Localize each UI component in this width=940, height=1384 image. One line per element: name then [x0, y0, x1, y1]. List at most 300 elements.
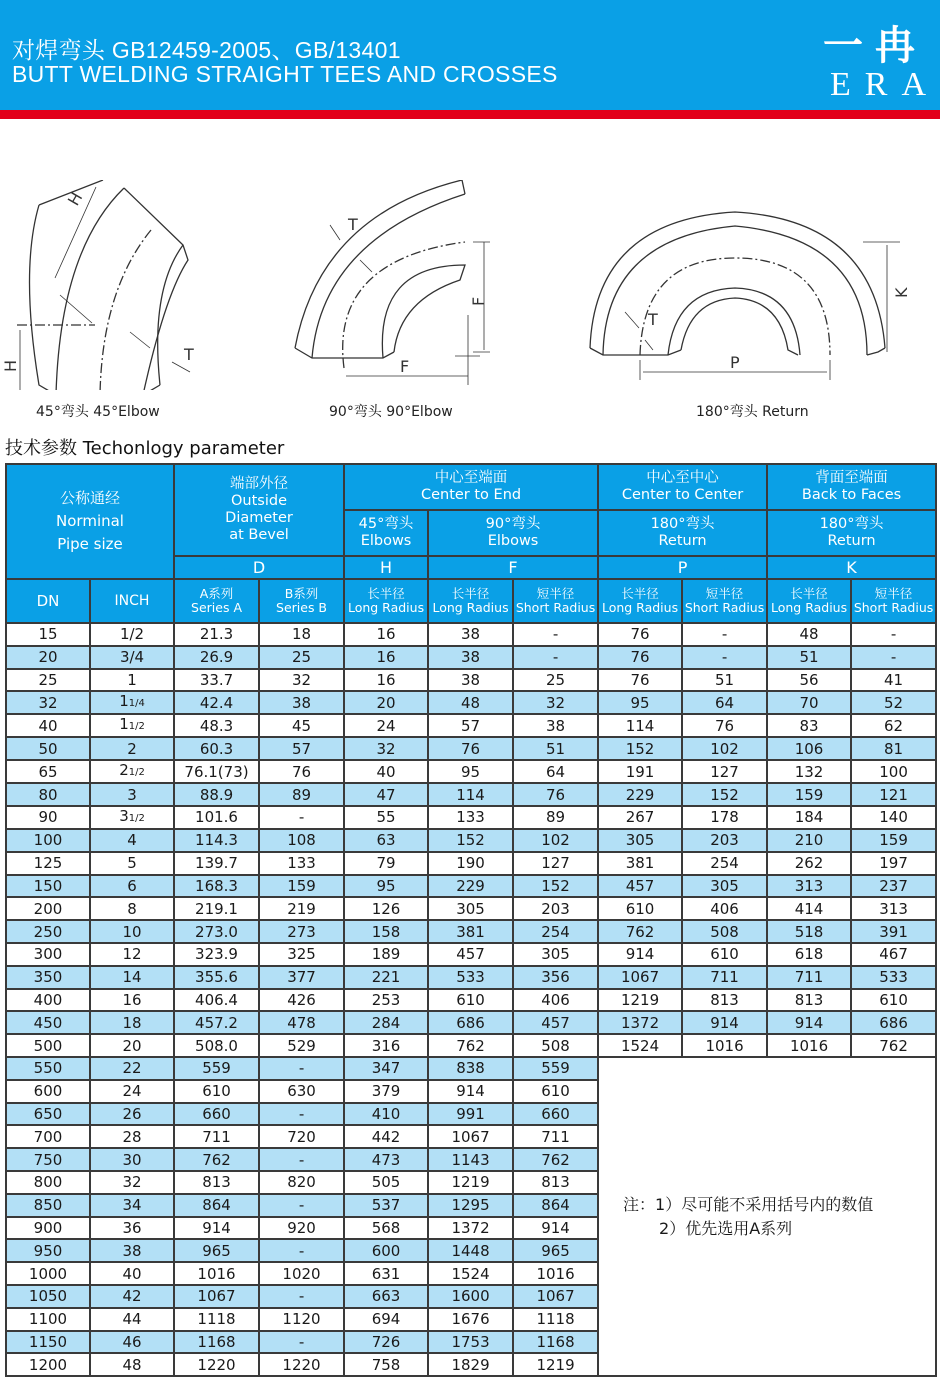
cell-h-long: 32 — [344, 737, 428, 760]
table-row — [6, 943, 936, 966]
cell-f-short: 610 — [513, 1080, 598, 1103]
cell-f-long: 57 — [428, 714, 513, 737]
cell-od-series-b: 1120 — [259, 1308, 344, 1331]
header-return-p: 180°弯头 Return — [598, 510, 767, 556]
cell-f-long: 305 — [428, 897, 513, 920]
cell-od-series-a: 1118 — [174, 1308, 259, 1331]
label-h-vertical: H — [1, 359, 20, 372]
cell-f-short: 51 — [513, 737, 598, 760]
cell-od-series-a: 762 — [174, 1148, 259, 1171]
cell-inch: 3 — [90, 783, 174, 806]
cell-f-long: 1829 — [428, 1353, 513, 1376]
cell-h-long: 600 — [344, 1239, 428, 1262]
cell-od-series-b: 325 — [259, 943, 344, 966]
header-back-to-faces: 背面至端面 Back to Faces — [767, 464, 936, 510]
cell-k-long: 106 — [767, 737, 851, 760]
cell-h-long: 284 — [344, 1011, 428, 1034]
cell-f-short: - — [513, 623, 598, 646]
cell-od-series-b: 219 — [259, 897, 344, 920]
cell-inch: 18 — [90, 1011, 174, 1034]
cell-f-long: 1676 — [428, 1308, 513, 1331]
cell-f-short: 89 — [513, 806, 598, 829]
header-center-to-center: 中心至中心 Center to Center — [598, 464, 767, 510]
cell-f-short: 76 — [513, 783, 598, 806]
cell-f-long: 190 — [428, 852, 513, 875]
cell-od-series-b: 45 — [259, 714, 344, 737]
cell-dn: 700 — [6, 1125, 90, 1148]
cell-p-short: 203 — [682, 829, 767, 852]
cell-f-short: 914 — [513, 1217, 598, 1240]
cell-dn: 150 — [6, 875, 90, 898]
cell-f-long: 48 — [428, 691, 513, 714]
cell-od-series-b: 38 — [259, 691, 344, 714]
cell-h-long: 537 — [344, 1194, 428, 1217]
cell-k-long: 414 — [767, 897, 851, 920]
cell-f-long: 457 — [428, 943, 513, 966]
table-row — [6, 989, 936, 1012]
cell-od-series-a: 21.3 — [174, 623, 259, 646]
inch-fraction: 1/2 — [128, 812, 145, 824]
cell-h-long: 95 — [344, 875, 428, 898]
cell-k-short: 159 — [851, 829, 936, 852]
header-p-short-radius: 短半径 Short Radius — [682, 579, 767, 623]
cell-h-long: 40 — [344, 760, 428, 783]
cell-k-long: 51 — [767, 646, 851, 669]
cell-dn: 500 — [6, 1034, 90, 1057]
cell-inch: 11/2 — [90, 714, 174, 737]
cell-inch: 42 — [90, 1285, 174, 1308]
cell-p-short: 406 — [682, 897, 767, 920]
cell-f-short: 356 — [513, 966, 598, 989]
cell-k-short: 41 — [851, 669, 936, 692]
cell-dn: 25 — [6, 669, 90, 692]
cell-h-long: 55 — [344, 806, 428, 829]
cell-k-short: 237 — [851, 875, 936, 898]
cell-od-series-a: 48.3 — [174, 714, 259, 737]
cell-f-short: 457 — [513, 1011, 598, 1034]
table-row — [6, 714, 936, 737]
cell-f-long: 38 — [428, 623, 513, 646]
table-row — [6, 1011, 936, 1034]
cell-p-short: 127 — [682, 760, 767, 783]
cell-p-short: 711 — [682, 966, 767, 989]
cell-od-series-b: - — [259, 1239, 344, 1262]
cell-od-series-a: 88.9 — [174, 783, 259, 806]
cell-k-long: 83 — [767, 714, 851, 737]
cell-inch: 11/4 — [90, 691, 174, 714]
cell-k-long: 1016 — [767, 1034, 851, 1057]
cell-dn: 900 — [6, 1217, 90, 1240]
cell-od-series-b: 76 — [259, 760, 344, 783]
cell-inch: 34 — [90, 1194, 174, 1217]
cell-od-series-a: 26.9 — [174, 646, 259, 669]
cell-od-series-b: 630 — [259, 1080, 344, 1103]
logo-cn: 一冉 — [823, 22, 927, 69]
cell-p-short: 102 — [682, 737, 767, 760]
cell-p-long: 114 — [598, 714, 682, 737]
cell-h-long: 410 — [344, 1103, 428, 1126]
cell-inch: 38 — [90, 1239, 174, 1262]
label-k: K — [892, 287, 911, 298]
cell-k-long: 518 — [767, 920, 851, 943]
table-row — [6, 875, 936, 898]
cell-k-long: 159 — [767, 783, 851, 806]
cell-f-long: 76 — [428, 737, 513, 760]
cell-f-long: 152 — [428, 829, 513, 852]
cell-inch: 32 — [90, 1171, 174, 1194]
cell-od-series-b: - — [259, 1285, 344, 1308]
cell-od-series-b: 377 — [259, 966, 344, 989]
cell-od-series-b: 920 — [259, 1217, 344, 1240]
cell-dn: 15 — [6, 623, 90, 646]
red-stripe — [0, 110, 940, 119]
cell-od-series-b: 25 — [259, 646, 344, 669]
elbow-90-f-dimension — [468, 240, 498, 360]
cell-f-short: 152 — [513, 875, 598, 898]
cell-od-series-a: 42.4 — [174, 691, 259, 714]
cell-dn: 350 — [6, 966, 90, 989]
cell-od-series-b: 159 — [259, 875, 344, 898]
header-h-long-radius: 长半径 Long Radius — [344, 579, 428, 623]
cell-k-short: 467 — [851, 943, 936, 966]
cell-od-series-b: 720 — [259, 1125, 344, 1148]
inch-fraction: 1/2 — [128, 721, 145, 733]
cell-f-long: 1753 — [428, 1331, 513, 1354]
cell-p-long: 610 — [598, 897, 682, 920]
cell-k-long: 48 — [767, 623, 851, 646]
cell-k-long: 262 — [767, 852, 851, 875]
cell-dn: 1150 — [6, 1331, 90, 1354]
cell-od-series-b: 478 — [259, 1011, 344, 1034]
cell-p-long: 1219 — [598, 989, 682, 1012]
table-row — [6, 623, 936, 646]
cell-od-series-a: 139.7 — [174, 852, 259, 875]
cell-p-long: 76 — [598, 646, 682, 669]
table-row — [6, 691, 936, 714]
cell-f-short: 25 — [513, 669, 598, 692]
header-series-b: B系列 Series B — [259, 579, 344, 623]
cell-h-long: 347 — [344, 1057, 428, 1080]
cell-f-short: 1067 — [513, 1285, 598, 1308]
spec-table — [5, 463, 937, 1377]
table-row — [6, 783, 936, 806]
table-row — [6, 897, 936, 920]
cell-k-short: 610 — [851, 989, 936, 1012]
cell-dn: 1200 — [6, 1353, 90, 1376]
cell-od-series-b: 529 — [259, 1034, 344, 1057]
cell-k-long: 210 — [767, 829, 851, 852]
cell-f-short: 813 — [513, 1171, 598, 1194]
cell-od-series-a: 355.6 — [174, 966, 259, 989]
cell-h-long: 16 — [344, 669, 428, 692]
cell-f-long: 914 — [428, 1080, 513, 1103]
cell-dn: 850 — [6, 1194, 90, 1217]
cell-f-short: 965 — [513, 1239, 598, 1262]
cell-od-series-b: - — [259, 1148, 344, 1171]
cell-p-long: 191 — [598, 760, 682, 783]
cell-inch: 1/2 — [90, 623, 174, 646]
cell-k-long: 313 — [767, 875, 851, 898]
logo-en: ERA — [830, 66, 940, 103]
cell-od-series-a: 711 — [174, 1125, 259, 1148]
cell-k-short: 140 — [851, 806, 936, 829]
cell-dn: 650 — [6, 1103, 90, 1126]
cell-h-long: 158 — [344, 920, 428, 943]
cell-f-short: 864 — [513, 1194, 598, 1217]
cell-od-series-b: 273 — [259, 920, 344, 943]
cell-p-short: 64 — [682, 691, 767, 714]
cell-h-long: 47 — [344, 783, 428, 806]
cell-dn: 400 — [6, 989, 90, 1012]
cell-k-short: - — [851, 623, 936, 646]
header-return-k: 180°弯头 Return — [767, 510, 936, 556]
cell-od-series-a: 965 — [174, 1239, 259, 1262]
cell-h-long: 505 — [344, 1171, 428, 1194]
cell-od-series-b: 426 — [259, 989, 344, 1012]
cell-f-short: - — [513, 646, 598, 669]
cell-od-series-b: - — [259, 1057, 344, 1080]
cell-f-short: 102 — [513, 829, 598, 852]
label-t: T — [184, 345, 194, 364]
cell-k-short: 62 — [851, 714, 936, 737]
cell-k-short: 391 — [851, 920, 936, 943]
cell-p-long: 457 — [598, 875, 682, 898]
cell-od-series-a: 610 — [174, 1080, 259, 1103]
table-row — [6, 966, 936, 989]
cell-f-long: 1600 — [428, 1285, 513, 1308]
header-elbow-90: 90°弯头 Elbows — [428, 510, 598, 556]
cell-k-long: 813 — [767, 989, 851, 1012]
cell-k-short: 100 — [851, 760, 936, 783]
cell-h-long: 316 — [344, 1034, 428, 1057]
cell-k-long: 70 — [767, 691, 851, 714]
header-k-short-radius: 短半径 Short Radius — [851, 579, 936, 623]
header-center-to-end: 中心至端面 Center to End — [344, 464, 598, 510]
cell-od-series-a: 76.1(73) — [174, 760, 259, 783]
cell-f-long: 1448 — [428, 1239, 513, 1262]
cell-f-long: 838 — [428, 1057, 513, 1080]
cell-p-short: 305 — [682, 875, 767, 898]
cell-p-short: 254 — [682, 852, 767, 875]
cell-od-series-b: 820 — [259, 1171, 344, 1194]
label-h-diagonal: H — [63, 188, 87, 209]
header-letter-p: P — [598, 556, 767, 579]
cell-p-short: 178 — [682, 806, 767, 829]
cell-dn: 800 — [6, 1171, 90, 1194]
cell-od-series-a: 273.0 — [174, 920, 259, 943]
cell-inch: 20 — [90, 1034, 174, 1057]
cell-h-long: 126 — [344, 897, 428, 920]
cell-od-series-b: - — [259, 1331, 344, 1354]
cell-dn: 50 — [6, 737, 90, 760]
cell-f-long: 686 — [428, 1011, 513, 1034]
cell-k-long: 914 — [767, 1011, 851, 1034]
cell-k-long: 711 — [767, 966, 851, 989]
cell-inch: 21/2 — [90, 760, 174, 783]
cell-od-series-a: 864 — [174, 1194, 259, 1217]
cell-h-long: 221 — [344, 966, 428, 989]
label-t: T — [348, 215, 358, 234]
table-row — [6, 646, 936, 669]
cell-od-series-a: 219.1 — [174, 897, 259, 920]
cell-inch: 16 — [90, 989, 174, 1012]
cell-p-long: 76 — [598, 623, 682, 646]
section-title: 技术参数 Techonlogy parameter — [5, 438, 285, 459]
cell-od-series-a: 914 — [174, 1217, 259, 1240]
cell-p-short: - — [682, 623, 767, 646]
cell-dn: 200 — [6, 897, 90, 920]
title-en: BUTT WELDING STRAIGHT TEES AND CROSSES — [12, 61, 558, 87]
cell-od-series-b: 57 — [259, 737, 344, 760]
table-row — [6, 920, 936, 943]
cell-h-long: 473 — [344, 1148, 428, 1171]
header-series-a: A系列 Series A — [174, 579, 259, 623]
cell-dn: 600 — [6, 1080, 90, 1103]
cell-od-series-a: 33.7 — [174, 669, 259, 692]
table-row — [6, 737, 936, 760]
cell-od-series-b: - — [259, 806, 344, 829]
cell-f-short: 305 — [513, 943, 598, 966]
cell-f-short: 559 — [513, 1057, 598, 1080]
cell-inch: 22 — [90, 1057, 174, 1080]
cell-dn: 90 — [6, 806, 90, 829]
cell-od-series-a: 168.3 — [174, 875, 259, 898]
cell-p-short: 76 — [682, 714, 767, 737]
cell-k-short: 197 — [851, 852, 936, 875]
cell-f-long: 610 — [428, 989, 513, 1012]
cell-f-short: 1168 — [513, 1331, 598, 1354]
cell-od-series-a: 101.6 — [174, 806, 259, 829]
label-p: P — [730, 353, 740, 372]
cell-od-series-b: 89 — [259, 783, 344, 806]
cell-k-long: 184 — [767, 806, 851, 829]
cell-od-series-a: 457.2 — [174, 1011, 259, 1034]
cell-f-short: 64 — [513, 760, 598, 783]
cell-inch: 31/2 — [90, 806, 174, 829]
cell-inch: 4 — [90, 829, 174, 852]
cell-k-short: 762 — [851, 1034, 936, 1057]
header-f-long-radius: 长半径 Long Radius — [428, 579, 513, 623]
cell-inch: 14 — [90, 966, 174, 989]
header-letter-f: F — [428, 556, 598, 579]
cell-od-series-a: 60.3 — [174, 737, 259, 760]
header-letter-k: K — [767, 556, 936, 579]
inch-fraction: 1/4 — [128, 698, 145, 710]
cell-dn: 80 — [6, 783, 90, 806]
header-letter-d: D — [174, 556, 344, 579]
cell-k-short: 52 — [851, 691, 936, 714]
cell-f-short: 508 — [513, 1034, 598, 1057]
era-logo — [820, 22, 940, 104]
cell-f-long: 229 — [428, 875, 513, 898]
cell-od-series-b: 133 — [259, 852, 344, 875]
cell-k-short: 686 — [851, 1011, 936, 1034]
cell-inch: 10 — [90, 920, 174, 943]
cell-p-short: 610 — [682, 943, 767, 966]
cell-inch: 12 — [90, 943, 174, 966]
cell-f-short: 1219 — [513, 1353, 598, 1376]
cell-f-short: 660 — [513, 1103, 598, 1126]
cell-inch: 3/4 — [90, 646, 174, 669]
header-inch: INCH — [90, 579, 174, 623]
cell-inch: 30 — [90, 1148, 174, 1171]
cell-dn: 100 — [6, 829, 90, 852]
cell-h-long: 79 — [344, 852, 428, 875]
cell-inch: 6 — [90, 875, 174, 898]
cell-od-series-a: 1220 — [174, 1353, 259, 1376]
cell-od-series-a: 323.9 — [174, 943, 259, 966]
table-row — [6, 806, 936, 829]
cell-f-long: 133 — [428, 806, 513, 829]
cell-inch: 28 — [90, 1125, 174, 1148]
cell-f-long: 114 — [428, 783, 513, 806]
cell-p-short: 152 — [682, 783, 767, 806]
table-row — [6, 669, 936, 692]
cell-f-short: 762 — [513, 1148, 598, 1171]
table-row — [6, 1057, 936, 1080]
cell-p-long: 76 — [598, 669, 682, 692]
cell-inch: 8 — [90, 897, 174, 920]
cell-dn: 450 — [6, 1011, 90, 1034]
title-cn: 对焊弯头 GB12459-2005、GB/13401 — [12, 37, 401, 63]
cell-f-short: 32 — [513, 691, 598, 714]
cell-inch: 46 — [90, 1331, 174, 1354]
label-t: T — [648, 310, 658, 329]
cell-od-series-b: 1020 — [259, 1262, 344, 1285]
cell-f-short: 406 — [513, 989, 598, 1012]
cell-od-series-a: 813 — [174, 1171, 259, 1194]
cell-f-long: 991 — [428, 1103, 513, 1126]
cell-dn: 950 — [6, 1239, 90, 1262]
cell-od-series-a: 1067 — [174, 1285, 259, 1308]
cell-p-long: 762 — [598, 920, 682, 943]
table-row — [6, 1034, 936, 1057]
cell-f-long: 381 — [428, 920, 513, 943]
cell-inch: 36 — [90, 1217, 174, 1240]
cell-f-long: 1143 — [428, 1148, 513, 1171]
notes-box — [598, 1057, 936, 1376]
caption-180-return: 180°弯头 Return — [696, 404, 809, 420]
cell-f-short: 1016 — [513, 1262, 598, 1285]
cell-h-long: 189 — [344, 943, 428, 966]
cell-h-long: 694 — [344, 1308, 428, 1331]
cell-f-long: 38 — [428, 669, 513, 692]
cell-inch: 26 — [90, 1103, 174, 1126]
cell-p-long: 914 — [598, 943, 682, 966]
note-1: 注：1）尽可能不采用括号内的数值 — [623, 1194, 874, 1214]
table-row — [6, 852, 936, 875]
cell-h-long: 379 — [344, 1080, 428, 1103]
cell-dn: 1050 — [6, 1285, 90, 1308]
cell-od-series-b: 32 — [259, 669, 344, 692]
cell-p-long: 1067 — [598, 966, 682, 989]
cell-f-long: 1295 — [428, 1194, 513, 1217]
cell-dn: 1000 — [6, 1262, 90, 1285]
cell-f-long: 1372 — [428, 1217, 513, 1240]
cell-dn: 750 — [6, 1148, 90, 1171]
inch-fraction: 1/2 — [128, 767, 145, 779]
caption-90-elbow: 90°弯头 90°Elbow — [329, 404, 453, 420]
cell-f-short: 38 — [513, 714, 598, 737]
cell-h-long: 16 — [344, 646, 428, 669]
label-f-bottom: F — [400, 357, 410, 376]
cell-p-long: 267 — [598, 806, 682, 829]
header-p-long-radius: 长半径 Long Radius — [598, 579, 682, 623]
cell-p-short: 1016 — [682, 1034, 767, 1057]
cell-h-long: 568 — [344, 1217, 428, 1240]
cell-f-long: 762 — [428, 1034, 513, 1057]
header-k-long-radius: 长半径 Long Radius — [767, 579, 851, 623]
